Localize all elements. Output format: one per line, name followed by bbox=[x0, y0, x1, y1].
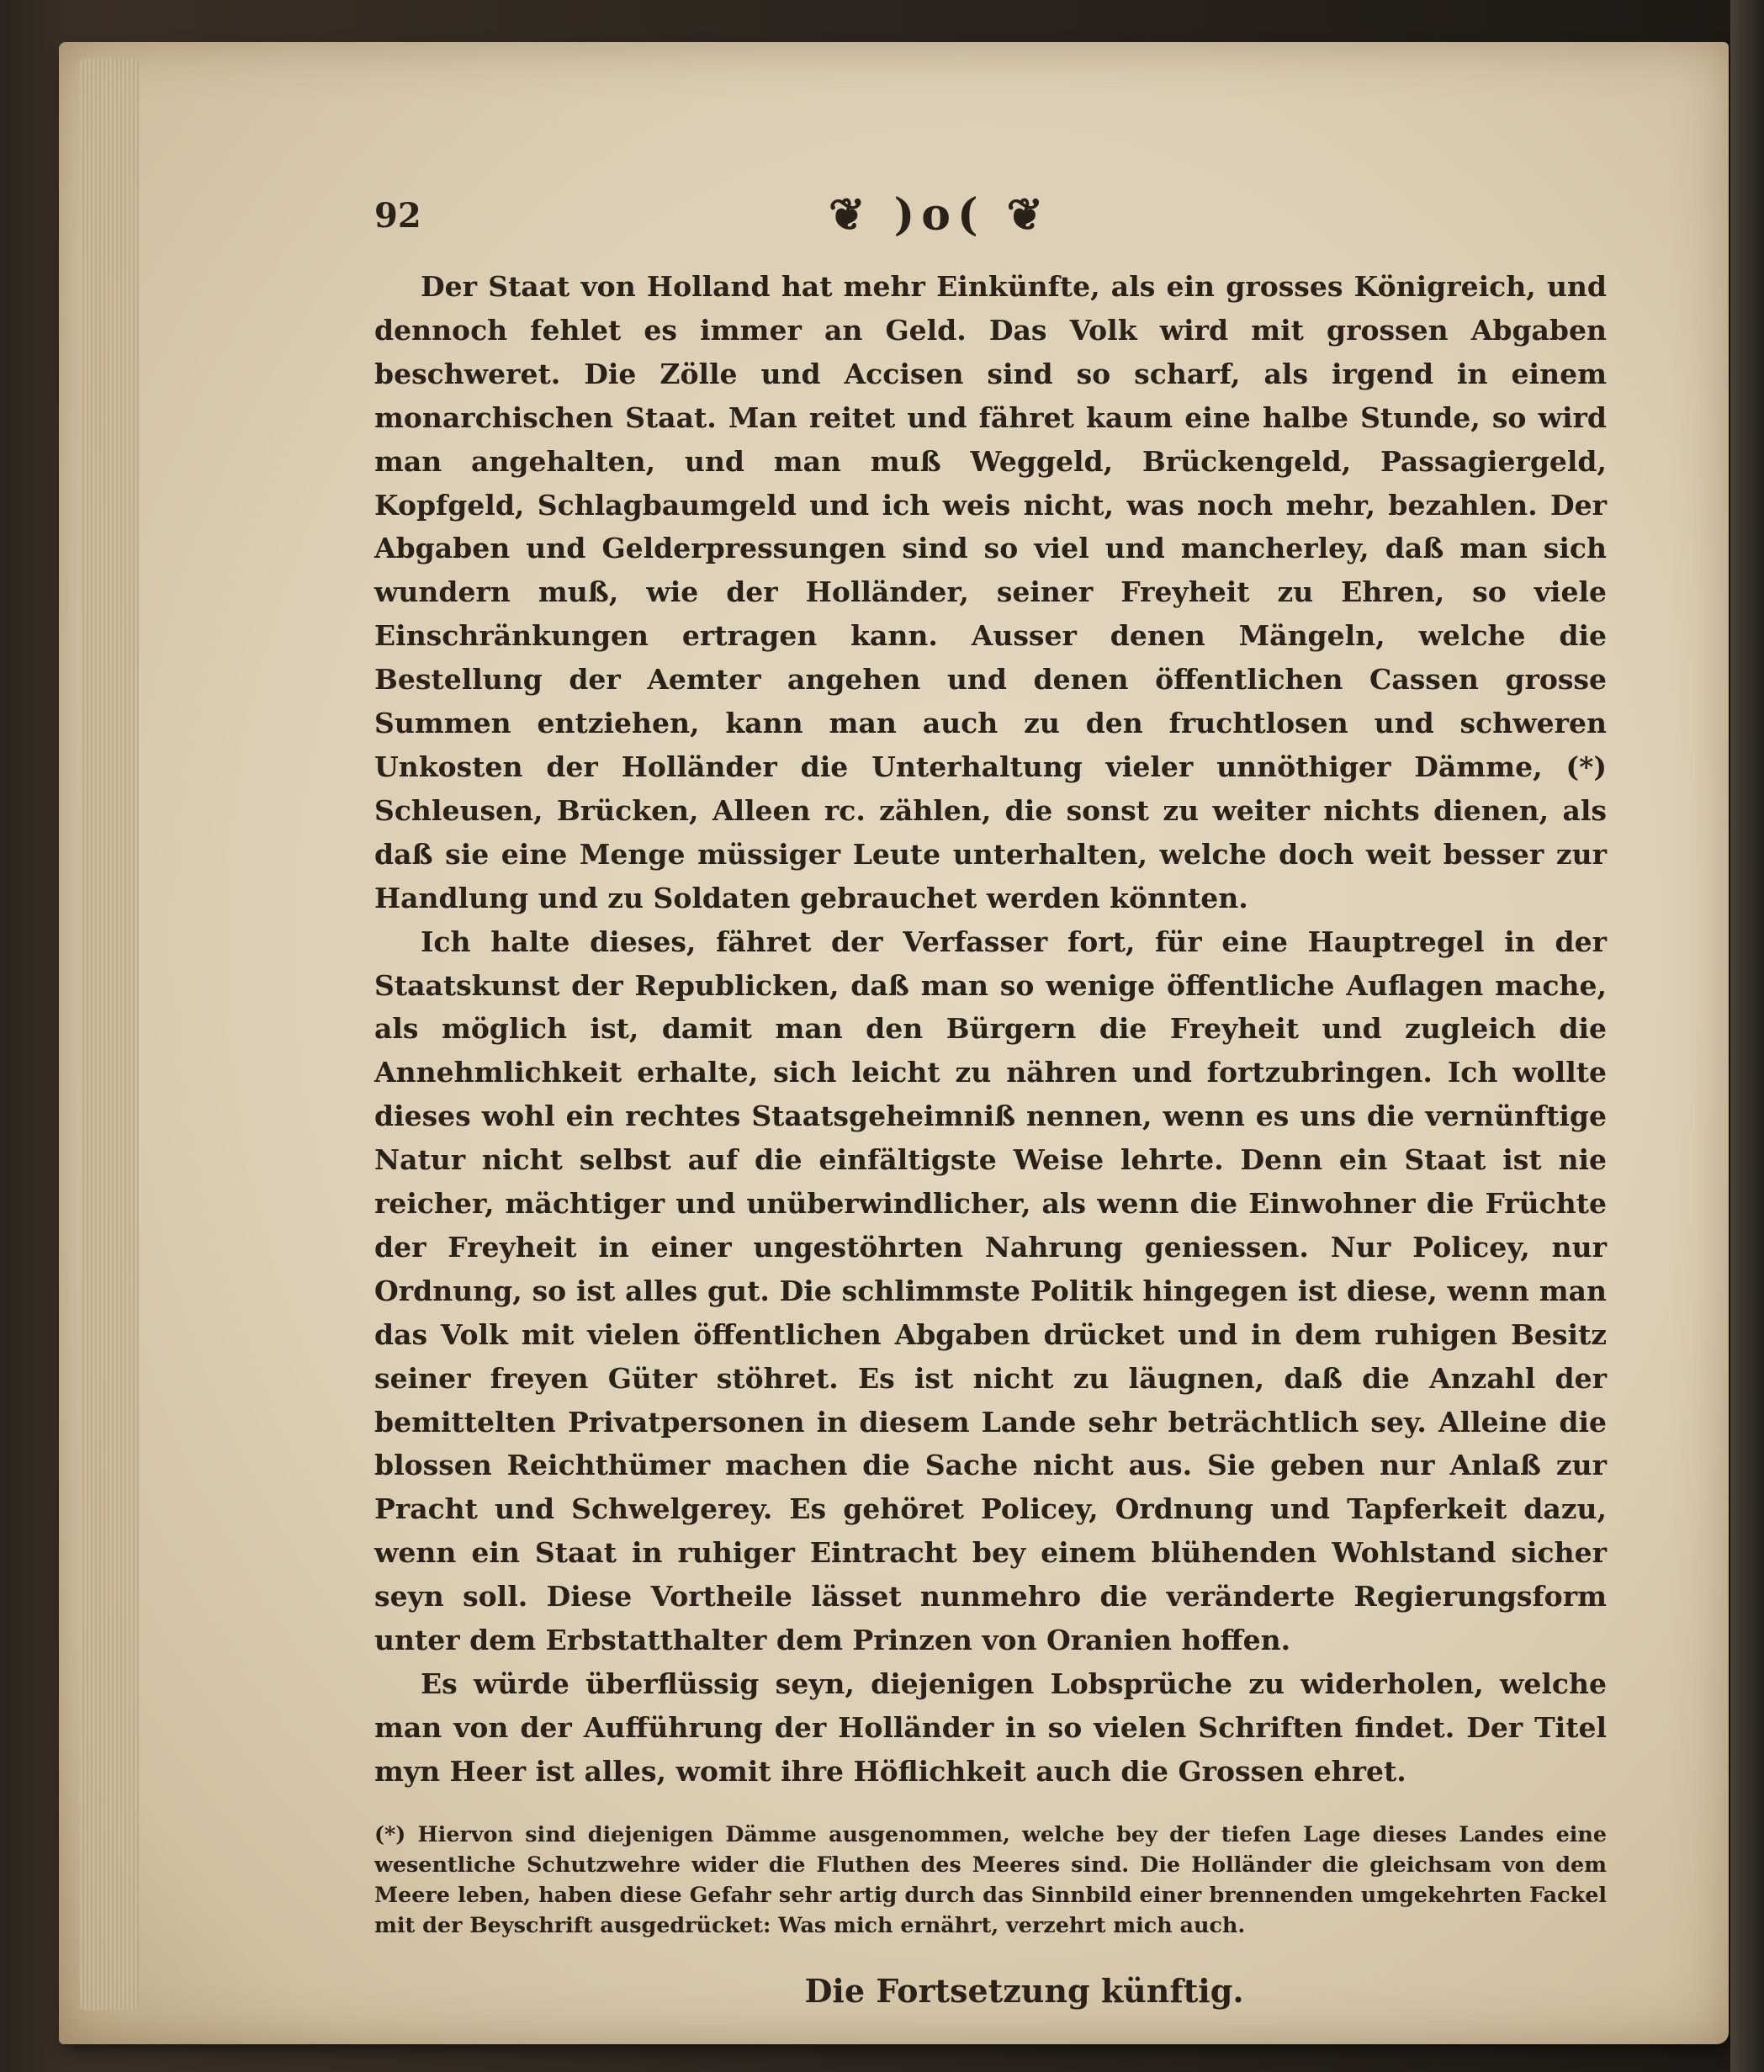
body-text bbox=[374, 265, 1607, 1794]
page-edges bbox=[80, 59, 139, 2011]
page-content bbox=[374, 189, 1607, 2010]
paragraph: Es würde überflüssig seyn, diejenigen Lobsprüche zu widerholen, welche man von der Aufführung der Holländer in so vielen Schriften findet. Der Titel myn Heer ist alles, womit ihre Höflichkeit auch die Grossen ehret. bbox=[374, 1667, 1607, 1788]
page-header bbox=[374, 189, 1607, 257]
footnote: (*) Hiervon sind diejenigen Dämme ausgenommen, welche bey der tiefen Lage dieses Landes eine wesentliche Schutzwehre wider die Fluthen des Meeres sind. Die Holländer die gleichsam von dem Meere leben, haben diese Gefahr sehr artig durch das Sinnbild einer brennenden umgekehrten Fackel mit der Beyschrift ausgedrücket: Was mich ernährt, verzehrt mich auch. bbox=[374, 1820, 1607, 1937]
page-number: 92 bbox=[374, 196, 421, 236]
continuation-note: Die Fortsetzung künftig. bbox=[804, 1971, 1244, 2010]
header-ornament: ❦ )o( ❦ bbox=[829, 189, 1051, 241]
facing-page-edge bbox=[1730, 0, 1764, 2072]
paragraph: Ich halte dieses, fähret der Verfasser fort, für eine Hauptregel in der Staatskunst der Republicken, daß man so wenige öffentliche Auflagen mache, als möglich ist, damit man den Bürgern die Freyheit und zugleich die Annehmlichkeit erhalte, sich leicht zu nähren und fortzubringen. Ich wollte dieses wohl ein rechtes Staatsgeheimniß nennen, wenn es uns die vernünftige Natur nicht selbst auf die einfältigste Weise lehrte. Denn ein Staat ist nie reicher, mächtiger und unüberwindlicher, als wenn die Einwohner die Früchte der Freyheit in einer ungestöhrten Nahrung geniessen. Nur Policey, nur Ordnung, so ist alles gut. Die schlimmste Politik hingegen ist diese, wenn man das Volk mit vielen öffentlichen Abgaben drücket und in dem ruhigen Besitz seiner freyen Güter stöhret. Es ist nicht zu läugnen, daß die Anzahl der bemittelten Privatpersonen in diesem Lande sehr beträchtlich sey. Alleine die blossen Reichthümer machen die Sache nicht aus. Sie geben nur Anlaß zur Pracht und Schwelgerey. Es gehöret Policey, Ordnung und Tapferkeit dazu, wenn ein Staat in ruhiger Eintracht bey einem blühenden Wohlstand sicher seyn soll. Diese Vortheile lässet nunmehro die veränderte Regierungsform unter dem Erbstatthalter dem Prinzen von Oranien hoffen. bbox=[374, 925, 1607, 1657]
paragraph: Der Staat von Holland hat mehr Einkünfte, als ein grosses Königreich, und dennoch fehlet es immer an Geld. Das Volk wird mit grossen Abgaben beschweret. Die Zölle und Accisen sind so scharf, als irgend in einem monarchischen Staat. Man reitet und fähret kaum eine halbe Stunde, so wird man angehalten, und man muß Weggeld, Brückengeld, Passagiergeld, Kopfgeld, Schlagbaumgeld und ich weis nicht, was noch mehr, bezahlen. Der Abgaben und Gelderpressungen sind so viel und mancherley, daß man sich wundern muß, wie der Holländer, seiner Freyheit zu Ehren, so viele Einschränkungen ertragen kann. Ausser denen Mängeln, welche die Bestellung der Aemter angehen und denen öffentlichen Cassen grosse Summen entziehen, kann man auch zu den fruchtlosen und schweren Unkosten der Holländer die Unterhaltung vieler unnöthiger Dämme, (*) Schleusen, Brücken, Alleen rc. zählen, die sonst zu weiter nichts dienen, als daß sie eine Menge müssiger Leute unterhalten, welche doch weit besser zur Handlung und zu Soldaten gebrauchet werden könnten. bbox=[374, 270, 1607, 914]
